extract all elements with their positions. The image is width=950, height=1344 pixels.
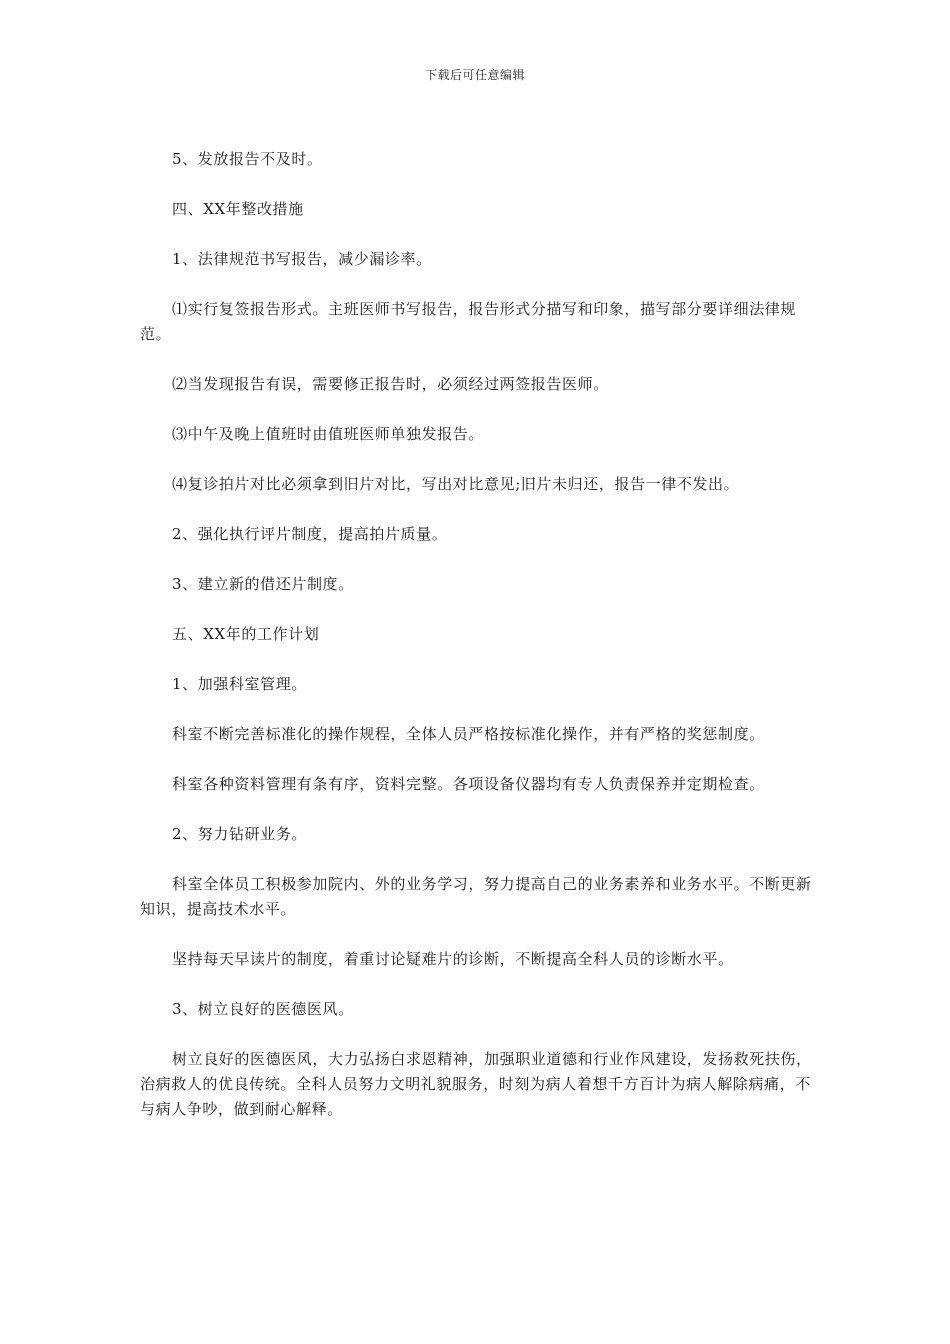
paragraph: ⑵当发现报告有误，需要修正报告时，必须经过两签报告医师。	[172, 375, 609, 393]
paragraph: 2、努力钻研业务。	[172, 825, 307, 843]
paragraph: 2、强化执行评片制度，提高拍片质量。	[172, 525, 448, 543]
paragraph: 5、发放报告不及时。	[172, 150, 323, 168]
paragraph: 坚持每天早读片的制度，着重讨论疑难片的诊断，不断提高全科人员的诊断水平。	[172, 950, 734, 968]
paragraph: ⑶中午及晚上值班时由值班医师单独发报告。	[172, 425, 485, 443]
paragraph: 3、树立良好的医德医风。	[172, 1000, 354, 1018]
paragraph: 科室不断完善标准化的操作规程，全体人员严格按标准化操作，并有严格的奖惩制度。	[172, 725, 765, 743]
section-heading: 四、XX年整改措施	[172, 200, 304, 218]
paragraph: ⑷复诊拍片对比必须拿到旧片对比，写出对比意见;旧片未归还，报告一律不发出。	[172, 475, 740, 493]
section-heading: 五、XX年的工作计划	[172, 625, 320, 643]
paragraph: ⑴实行复签报告形式。主班医师书写报告，报告形式分描写和印象，描写部分要详细法律规范。	[140, 300, 797, 343]
paragraph: 1、加强科室管理。	[172, 675, 307, 693]
paragraph: 树立良好的医德医风，大力弘扬白求恩精神，加强职业道德和行业作风建设，发扬救死扶伤，治病救人的优良传统。全科人员努力文明礼貌服务，时刻为病人着想千方百计为病人解除病痛，不与病人争吵，做到耐心解释。	[140, 1050, 812, 1118]
document-body	[140, 147, 812, 1147]
paragraph: 科室全体员工积极参加院内、外的业务学习，努力提高自己的业务素养和业务水平。不断更新知识，提高技术水平。	[140, 875, 812, 918]
paragraph: 3、建立新的借还片制度。	[172, 575, 354, 593]
paragraph: 科室各种资料管理有条有序，资料完整。各项设备仪器均有专人负责保养并定期检查。	[172, 775, 765, 793]
paragraph: 1、法律规范书写报告，减少漏诊率。	[172, 250, 432, 268]
page-header-note: 下载后可任意编辑	[424, 68, 525, 82]
